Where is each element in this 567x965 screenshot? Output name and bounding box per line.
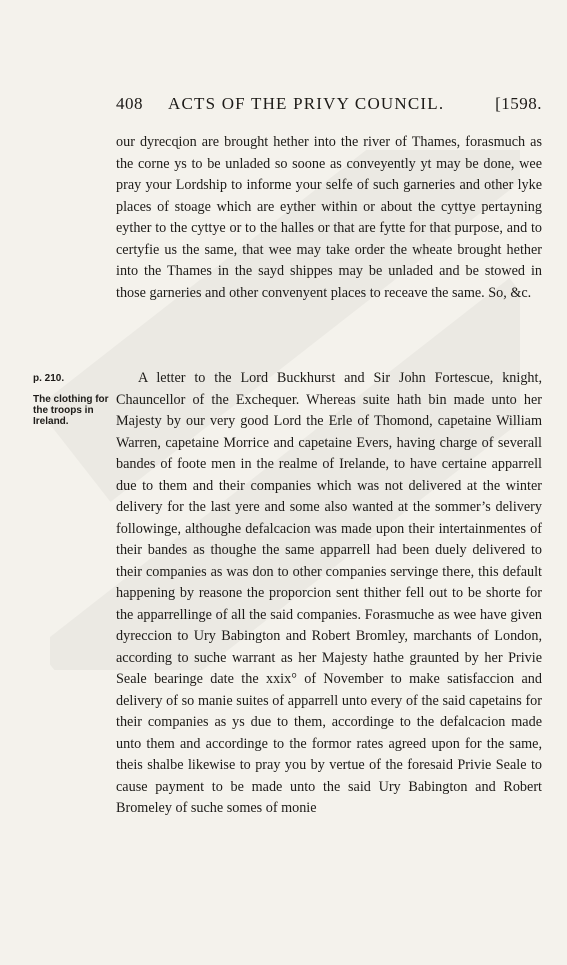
- margin-page-reference: p. 210.: [33, 373, 65, 384]
- paragraph-text: A letter to the Lord Buckhurst and Sir John Fortescue, knight, Chauncellor of the Exchequer. Whereas suite hath bin made unto her Majesty by our very good Lord the Erle of Thomond, capetaine William Warren, capetaine Morrice and capetaine Evers, having charge of severall bandes of foote men in the realme of Irelande, to have certaine apparrell due to them and their companies which was not delivered at the winter delivery for the last yere and some also wanted at the sommer’s delivery followinge, althoughe defalcacion was made upon their intertainmentes of their bandes as thoughe the same apparrell had been duely delivered to their companies as was don to other companies servinge there, this default happening by reasone the proporcion sent thither fell out to be shorte for the apparrellinge of all the said companies. Forasmuche as wee have given dyreccion to Ury Babington and Robert Bromley, marchants of London, according to suche warrant as her Majesty hathe graunted by her Privie Seale bearinge date the xxix° of November to make satisfaccion and delivery of so manie suites of apparrell unto every of the said capetains for their companies as ys due to them, accordinge to the defalcacion made unto them and accordinge to the formor rates agreed upon for the same, theis shalbe likewise to pray you by vertue of the foresaid Privie Seale to cause payment to be made unto the said Ury Babington and Robert Bromeley of suche somes of monie: [116, 370, 542, 816]
- year-marker: [1598.: [495, 94, 542, 113]
- running-head: [116, 94, 542, 116]
- margin-topic-note: The clothing for the troops in Ireland.: [33, 394, 109, 427]
- paragraph-letter: [116, 368, 542, 820]
- paragraph-continued: [116, 132, 542, 304]
- paragraph-text: our dyrecɋion are brought hether into the river of Thames, forasmuch as the corne ys to be unladed so soone as conveyently yt may be done, wee pray your Lordship to informe your selfe of such garneries and other lyke places of stoage which are eyther within or about the cyttye pertayning eyther to the cyttye or to the halles or that are fytte for that purpose, and to certyfie us the same, that wee may take order the wheate brought hether into the Thames in the sayd shippes may be unladed and be stowed in those garneries and other convenyent places to receave the same. So, &c.: [116, 134, 542, 301]
- page-title: ACTS OF THE PRIVY COUNCIL.: [168, 94, 445, 113]
- page-number: 408: [116, 94, 143, 113]
